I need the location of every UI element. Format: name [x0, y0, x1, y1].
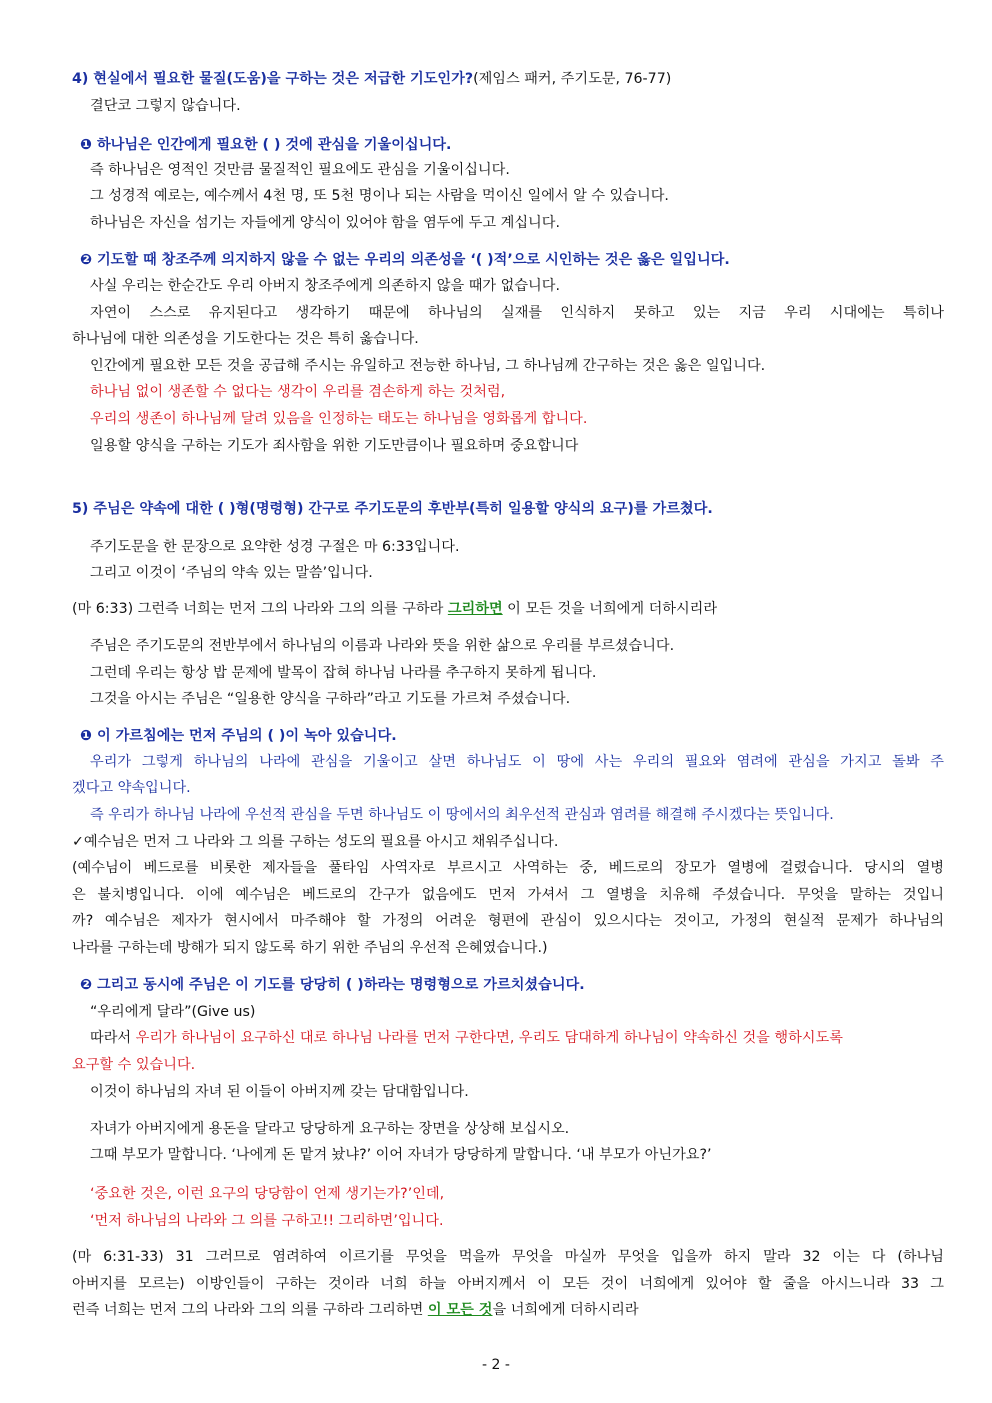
red-text: 우리가 하나님이 요구하신 대로 하나님 나라를 먼저 구한다면, 우리도 담대하게 하나님이 약속하신 것을 행하시도록 — [135, 1030, 843, 1046]
point-2-heading: ❷ 기도할 때 창조주께 의지하지 않을 수 없는 우리의 의존성을 ‘( )적’으로 시인하는 것은 옳은 일입니다. — [80, 252, 730, 268]
line-prefix: 따라서 — [90, 1030, 136, 1046]
verse-6-31-33-line-1: (마 6:31-33) 31 그러므로 염려하여 이르기를 무엇을 먹을까 무엇을 마실까 무엇을 입을까 하지 말라 32 이는 다 (하나님 — [72, 1249, 944, 1265]
s5-point-2-heading: ❷ 그리고 동시에 주님은 이 기도를 당당히 ( )하라는 명령형으로 가르치셨습니다. — [80, 977, 585, 993]
verse-text-post: 이 모든 것을 너희에게 더하시리라 — [502, 601, 718, 617]
point-1-line-3: 하나님은 자신을 섬기는 자들에게 양식이 있어야 함을 염두에 두고 계십니다. — [90, 215, 560, 231]
s5-point-1-blue-line-1a: 우리가 그렇게 하나님의 나라에 관심을 기울이고 살면 하나님도 이 땅에 사는 우리의 필요와 염려에 관심을 가지고 돌봐 주 — [90, 754, 944, 770]
s5-point-1-paren-2: 은 불치병입니다. 이에 예수님은 베드로의 간구가 없음에도 먼저 가셔서 그 열병을 치유해 주셨습니다. 무엇을 말하는 것입니 — [72, 887, 944, 903]
point-2-line-1: 사실 우리는 한순간도 우리 아버지 창조주에게 의존하지 않을 때가 없습니다. — [90, 278, 560, 294]
verse-6-33 — [72, 597, 944, 621]
s5-point-2-line-3: 이것이 하나님의 자녀 된 이들이 아버지께 갖는 담대함입니다. — [90, 1084, 469, 1100]
page-number: - 2 - — [482, 1357, 510, 1373]
s5-point-2-line-1 — [90, 1026, 944, 1050]
section-5-line-1: 주기도문을 한 문장으로 요약한 성경 구절은 마 6:33입니다. — [90, 539, 460, 555]
point-1-line-2: 그 성경적 예로는, 예수께서 4천 명, 또 5천 명이나 되는 사람을 먹이신 일에서 알 수 있습니다. — [90, 188, 669, 204]
verse-highlight: 이 모든 것 — [427, 1302, 493, 1318]
verse-6-31-33-line-2: 아버지를 모르는) 이방인들이 구하는 것이라 너희 하늘 아버지께서 이 모든 것이 너희에게 있어야 할 줄을 아시느니라 33 그 — [72, 1276, 944, 1292]
verse-text-pre: 런즉 너희는 먼저 그의 나라와 그의 의를 구하라 그리하면 — [72, 1302, 428, 1318]
verse-text-pre: (마 6:33) 그런즉 너희는 먼저 그의 나라와 그의 의를 구하라 — [72, 601, 448, 617]
section-4-answer: 결단코 그렇지 않습니다. — [90, 98, 241, 114]
s5-point-1-blue-line-2: 즉 우리가 하나님 나라에 우선적 관심을 두면 하나님도 이 땅에서의 최우선적 관심과 염려를 해결해 주시겠다는 뜻입니다. — [90, 807, 834, 823]
section-4-heading-line — [72, 67, 944, 91]
section-5-line-3: 주님은 주기도문의 전반부에서 하나님의 이름과 나라와 뜻을 위한 삶으로 우리를 부르셨습니다. — [90, 638, 675, 654]
s5-point-2-line-2: 요구할 수 있습니다. — [72, 1057, 196, 1073]
point-1-line-1: 즉 하나님은 영적인 것만큼 물질적인 필요에도 관심을 기울이십니다. — [90, 162, 510, 178]
s5-point-2-red-line-1: ‘중요한 것은, 이런 요구의 당당함이 언제 생기는가?’인데, — [90, 1186, 445, 1202]
s5-point-2-give-us: “우리에게 달라”(Give us) — [90, 1004, 256, 1020]
s5-point-2-line-4: 자녀가 아버지에게 용돈을 달라고 당당하게 요구하는 장면을 상상해 보십시오. — [90, 1121, 570, 1137]
point-2-line-3: 인간에게 필요한 모든 것을 공급해 주시는 유일하고 전능한 하나님, 그 하나님께 간구하는 것은 옳은 일입니다. — [90, 358, 766, 374]
section-5-heading: 5) 주님은 약속에 대한 ( )형(명령형) 간구로 주기도문의 후반부(특히 일용할 양식의 요구)를 가르쳤다. — [72, 501, 713, 517]
s5-point-1-paren-1: (예수님이 베드로를 비롯한 제자들을 풀타임 사역자로 부르시고 사역하는 중, 베드로의 장모가 열병에 걸렸습니다. 당시의 열병 — [72, 860, 944, 876]
point-2-line-2b: 하나님에 대한 의존성을 기도한다는 것은 특히 옳습니다. — [72, 331, 419, 347]
s5-point-1-paren-4: 나라를 구하는데 방해가 되지 않도록 하기 위한 주님의 우선적 은혜였습니다.) — [72, 940, 548, 956]
s5-point-2-line-5: 그때 부모가 말합니다. ‘나에게 돈 맡겨 놨냐?’ 이어 자녀가 당당하게 말합니다. ‘내 부모가 아닌가요?’ — [90, 1147, 712, 1163]
point-2-last-line: 일용할 양식을 구하는 기도가 죄사함을 위한 기도만큼이나 필요하며 중요합니다 — [90, 438, 579, 454]
verse-text-post: 을 너희에게 더하시리라 — [492, 1302, 639, 1318]
section-4-reference: (제임스 패커, 주기도문, 76-77) — [473, 71, 672, 87]
section-5-line-4: 그런데 우리는 항상 밥 문제에 발목이 잡혀 하나님 나라를 추구하지 못하게 됩니다. — [90, 665, 597, 681]
s5-point-1-paren-3: 까? 예수님은 제자가 현시에서 마주해야 할 가정의 어려운 형편에 관심이 있으시다는 것이고, 가정의 현실적 문제가 하나님의 — [72, 913, 944, 929]
point-2-red-line-2: 우리의 생존이 하나님께 달려 있음을 인정하는 태도는 하나님을 영화롭게 합니다. — [90, 411, 588, 427]
verse-6-31-33-line-3 — [72, 1298, 944, 1322]
s5-point-2-red-line-2: ‘먼저 하나님의 나라와 그 의를 구하고!! 그리하면’입니다. — [90, 1213, 444, 1229]
verse-highlight: 그리하면 — [447, 601, 503, 617]
s5-point-1-blue-line-1b: 겠다고 약속입니다. — [72, 780, 191, 796]
s5-point-1-check-line: ✓예수님은 먼저 그 나라와 그 의를 구하는 성도의 필요를 아시고 채워주십니다. — [72, 834, 559, 850]
section-4-heading: 4) 현실에서 필요한 물질(도움)을 구하는 것은 저급한 기도인가? — [72, 71, 474, 87]
point-1-heading: ❶ 하나님은 인간에게 필요한 ( ) 것에 관심을 기울이십니다. — [80, 137, 452, 153]
point-2-line-2a: 자연이 스스로 유지된다고 생각하기 때문에 하나님의 실재를 인식하지 못하고 있는 지금 우리 시대에는 특히나 — [90, 305, 944, 321]
point-2-red-line-1: 하나님 없이 생존할 수 없다는 생각이 우리를 겸손하게 하는 것처럼, — [90, 384, 506, 400]
s5-point-1-heading: ❶ 이 가르침에는 먼저 주님의 ( )이 녹아 있습니다. — [80, 728, 397, 744]
section-5-line-5: 그것을 아시는 주님은 “일용한 양식을 구하라”라고 기도를 가르쳐 주셨습니다. — [90, 691, 571, 707]
section-5-line-2: 그리고 이것이 ‘주님의 약속 있는 말씀’입니다. — [90, 565, 373, 581]
